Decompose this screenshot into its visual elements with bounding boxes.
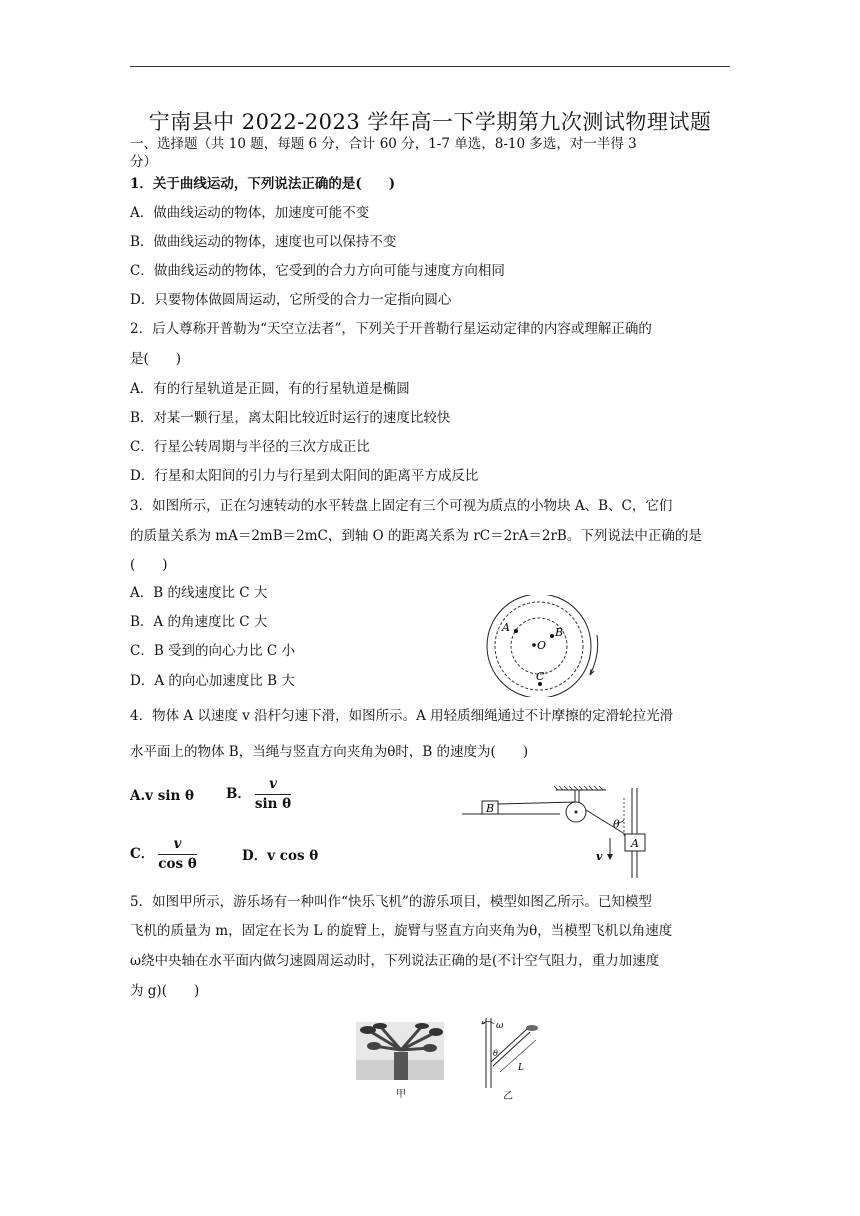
q4-option-c-label: C． (130, 845, 155, 862)
model-label-l: L (518, 1063, 524, 1073)
q2-option-a: A．有的行星轨道是正圆，有的行星轨道是椭圆 (130, 381, 410, 397)
q2-option-b: B．对某一颗行星，离太阳比较近时运行的速度比较快 (130, 410, 451, 426)
turntable-label-b: B (555, 626, 564, 639)
question-4-stem-cont: 水平面上的物体 B，当绳与竖直方向夹角为θ时，B 的速度为( ) (130, 744, 529, 760)
q4-option-d: D．v cos θ (242, 848, 319, 864)
question-5-stem: 5．如图甲所示，游乐场有一种叫作“快乐飞机”的游乐项目，模型如图乙所示。已知模型 (130, 894, 652, 910)
q3-option-b: B．A 的角速度比 C 大 (130, 614, 268, 630)
pulley-label-theta: θ (613, 818, 620, 831)
q3-option-d: D．A 的向心加速度比 B 大 (130, 673, 295, 689)
question-5-stem-cont-2: ω绕中央轴在水平面内做匀速圆周运动时，下列说法正确的是(不计空气阻力，重力加速度 (130, 953, 660, 969)
question-3-stem: 3．如图所示，正在匀速转动的水平转盘上固定有三个可视为质点的小物块 A、B、C，它们 (130, 498, 673, 514)
question-4-stem: 4．物体 A 以速度 v 沿杆匀速下滑，如图所示。A 用轻质细绳通过不计摩擦的定滑轮拉光滑 (130, 708, 674, 724)
question-1-stem: 1．关于曲线运动，下列说法正确的是( ) (130, 176, 396, 192)
turntable-label-c: C (536, 670, 545, 683)
pulley-label-b: B (486, 802, 495, 815)
question-2-stem-cont: 是( ) (130, 351, 182, 367)
model-label-theta: θ (493, 1049, 498, 1058)
question-3-stem-cont: 的质量关系为 mA＝2mB＝2mC，到轴 O 的距离关系为 rC＝2rA＝2rB。下列说法中正确的是 (130, 528, 702, 544)
q2-option-c: C．行星公转周期与半径的三次方成正比 (130, 439, 370, 455)
q1-option-d: D．只要物体做圆周运动，它所受的合力一定指向圆心 (130, 292, 452, 308)
ride-photo (356, 1022, 444, 1080)
caption-jia: 甲 (396, 1089, 406, 1100)
section-heading: 一、选择题（共 10 题，每题 6 分，合计 60 分，1-7 单选，8-10 多选，对一半得 3 (130, 136, 637, 152)
model-label-omega: ω (496, 1021, 504, 1031)
q3-option-a: A．B 的线速度比 C 大 (130, 585, 268, 601)
pulley-label-a: A (631, 837, 639, 850)
question-2-stem: 2．后人尊称开普勒为“天空立法者”，下列关于开普勒行星运动定律的内容或理解正确的 (130, 321, 652, 337)
turntable-figure (476, 595, 616, 697)
caption-yi: 乙 (503, 1091, 513, 1102)
section-heading-cont: 分） (130, 154, 157, 170)
header-rule (130, 66, 730, 67)
q4-option-b-numerator: v (255, 778, 291, 795)
q4-option-c-denominator: cos θ (158, 855, 197, 872)
q1-option-a: A．做曲线运动的物体，加速度可能不变 (130, 205, 370, 221)
q2-option-d: D．行星和太阳间的引力与行星到太阳间的距离平方成反比 (130, 468, 479, 484)
question-3-stem-end: ( ) (130, 557, 168, 573)
q4-option-b (226, 778, 295, 811)
q4-option-c-fraction (158, 838, 197, 871)
q4-option-b-fraction (255, 778, 291, 811)
question-5-stem-cont: 飞机的质量为 m，固定在长为 L 的旋臂上，旋臂与竖直方向夹角为θ，当模型飞机以角速度 (130, 923, 673, 939)
q4-option-b-label: B． (226, 785, 251, 802)
q1-option-b: B．做曲线运动的物体，速度也可以保持不变 (130, 234, 397, 250)
turntable-label-a: A (502, 621, 510, 634)
q4-option-c-numerator: v (158, 838, 197, 855)
question-5-stem-end: 为 g)( ) (130, 983, 200, 999)
pulley-figure (460, 784, 660, 884)
q4-option-a: A.v sin θ (130, 788, 194, 804)
q3-option-c: C．B 受到的向心力比 C 小 (130, 643, 295, 659)
q1-option-c: C．做曲线运动的物体，它受到的合力方向可能与速度方向相同 (130, 263, 505, 279)
q4-option-c (130, 838, 201, 871)
turntable-label-o: O (537, 639, 547, 652)
pulley-label-v: v (596, 850, 603, 863)
ride-model-figure (476, 1014, 546, 1090)
q4-option-b-denominator: sin θ (254, 795, 292, 812)
page-title: 宁南县中 2022-2023 学年高一下学期第九次测试物理试题 (148, 110, 712, 134)
